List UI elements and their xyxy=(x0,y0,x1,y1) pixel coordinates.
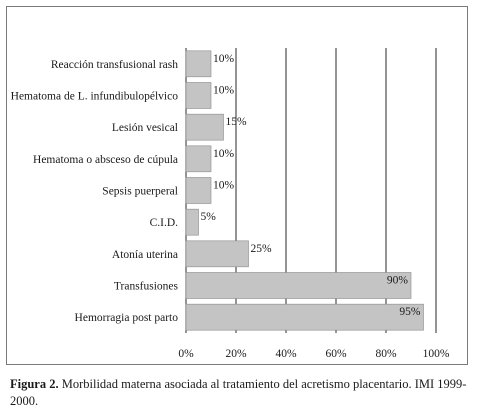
bar-8 xyxy=(186,304,424,330)
category-label-3: Hematoma o absceso de cúpula xyxy=(33,153,178,166)
value-label-3: 10% xyxy=(213,147,235,160)
value-label-6: 25% xyxy=(250,242,272,255)
value-label-2: 15% xyxy=(225,116,247,129)
figure-caption xyxy=(10,376,472,410)
bar-3 xyxy=(186,146,211,172)
value-label-0: 10% xyxy=(213,52,235,65)
bar-4 xyxy=(186,178,211,204)
bar-6 xyxy=(186,241,249,267)
bar-5 xyxy=(186,209,199,235)
category-label-4: Sepsis puerperal xyxy=(102,185,178,198)
bar-0 xyxy=(186,51,211,77)
category-label-0: Reacción transfusional rash xyxy=(50,58,178,71)
x-tick-label-1: 20% xyxy=(225,348,247,360)
category-label-2: Lesión vesical xyxy=(111,122,178,135)
value-label-7: 90% xyxy=(386,274,408,287)
category-label-5: C.I.D. xyxy=(149,217,178,230)
bar-1 xyxy=(186,83,211,109)
bar-7 xyxy=(186,273,411,299)
value-label-5: 5% xyxy=(200,211,216,224)
x-tick-label-5: 100% xyxy=(422,348,450,360)
caption-text: Morbilidad materna asociada al tratamiento del acretismo placentario. IMI 1999-2000. xyxy=(10,377,467,408)
category-label-8: Hemorragia post parto xyxy=(74,312,178,325)
caption-label: Figura 2. xyxy=(10,377,59,391)
x-tick-label-3: 60% xyxy=(325,348,347,360)
bar-2 xyxy=(186,114,224,140)
x-tick-label-0: 0% xyxy=(178,348,194,360)
value-label-1: 10% xyxy=(213,84,235,97)
value-label-8: 95% xyxy=(399,306,421,319)
x-tick-label-2: 40% xyxy=(275,348,297,360)
x-tick-label-4: 80% xyxy=(375,348,397,360)
category-label-6: Atonía uterina xyxy=(111,248,178,261)
category-label-7: Transfusiones xyxy=(113,280,178,293)
category-label-1: Hematoma de L. infundibulopélvico xyxy=(10,90,178,103)
value-label-4: 10% xyxy=(213,179,235,192)
